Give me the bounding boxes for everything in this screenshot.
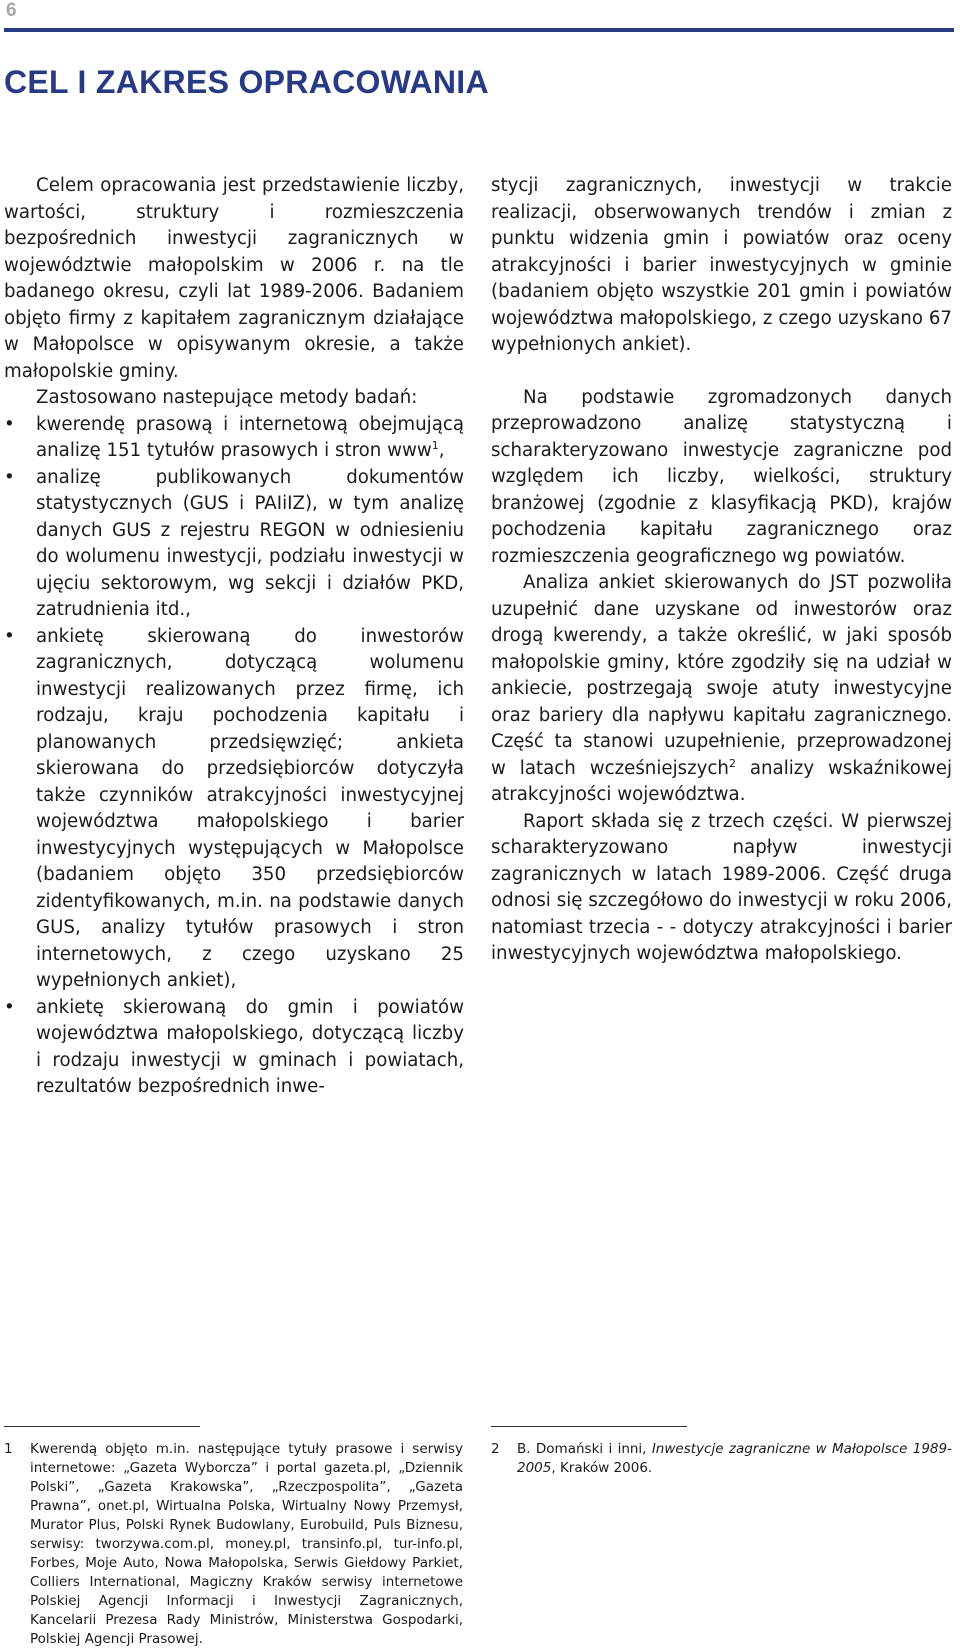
footnote-2 — [491, 1440, 952, 1478]
method-bullet-4-text: ankietę skierowaną do gmin i powiatów województwa małopolskiego, dotyczącą liczby i rodzaju inwestycji w gminach i powiatach, rezultatów bezpośrednich inwe- — [36, 996, 464, 1097]
continuation-paragraph: stycji zagranicznych, inwestycji w trakcie realizacji, obserwowanych trendów i zmian z punktu widzenia gmin i powiatów oraz oceny atrakcyjności i barier inwestycyjnych w gminie (badaniem objęto wszystkie 201 gmin i powiatów województwa małopolskiego, z czego uzyskano 67 wypełnionych ankiet). — [491, 175, 952, 355]
survey-paragraph-tail: analizy wskaźnikowej atrakcyjności województwa. — [491, 757, 952, 805]
left-column — [4, 173, 464, 1101]
method-bullet-3-text: ankietę skierowaną do inwestorów zagranicznych, dotyczącą wolumenu inwestycji realizowanych przez firmę, ich rodzaju, kraju pochodzenia kapitału i planowanych przedsięwzięć; ankieta skierowana do przedsiębiorców dotyczyła także czynników atrakcyjności inwestycyjnej województwa małopolskiego i barier inwestycyjnych występujących w Małopolsce (badaniem objęto 350 przedsiębiorców zidentyfikowanych, m.in. na podstawie danych GUS, analizy tytułów prasowych i stron internetowych, z czego uzyskano 25 wypełnionych ankiet), — [36, 625, 464, 991]
method-bullet-4 — [4, 995, 464, 1101]
survey-paragraph-text: Analiza ankiet skierowanych do JST pozwoliła uzupełnić dane uzyskane od inwestorów oraz drogą kwerendy, a także określić, w jaki sposób małopolskie gminy, które zgodziły się na udział w ankiecie, postrzegają swoje atuty inwestycyjne oraz bariery dla napływu kapitału zagranicznego. Część ta stanowi uzupełnienie, przeprowadzonej w latach wcześniejszych — [491, 572, 952, 779]
methods-intro: Zastosowano nastepujące metody badań: — [36, 387, 418, 408]
footnote-2-rest: , Kraków 2006. — [551, 1460, 653, 1476]
footnote-1-text: Kwerendą objęto m.in. następujące tytuły prasowe i serwisy internetowe: „Gazeta Wyborcza” i portal gazeta.pl, „Dziennik Polski”, „Gazeta Krakowska”, „Rzeczpospolita”, „Gazeta Prawna”, onet.pl, Wirtualna Polska, Wirtualny Nowy Przemysł, Murator Plus, Polski Rynek Budowlany, Eurobuild, Puls Biznesu, serwisy: tworzywa.com.pl, money.pl, transinfo.pl, tur-info.pl, Forbes, Moje Auto, Nowa Małopolska, Serwis Giełdowy Parkiet, Colliers International, Magiczny Kraków serwisy internetowe Polskiej Agencji Informacji i Inwestycji Zagranicznych, Kancelarii Prezesa Rady Ministrów, Ministerstwa Gospodarki, Polskiej Agencji Prasowej. — [30, 1441, 463, 1647]
footnote-ref-2[interactable]: 2 — [728, 756, 736, 770]
footnote-2-authors: B. Domański i inni, — [517, 1441, 652, 1457]
right-column — [491, 173, 952, 968]
method-bullet-1-text: kwerendę prasową i internetową obejmującą analizę 151 tytułów prasowych i stron www — [36, 413, 464, 461]
footnote-ref-1[interactable]: 1 — [431, 438, 439, 452]
survey-paragraph — [491, 570, 952, 809]
footnote-1 — [4, 1440, 463, 1649]
intro-paragraph: Celem opracowania jest przedstawienie liczby, wartości, struktury i rozmieszczenia bezpośrednich inwestycji zagranicznych w województwie małopolskim w 2006 r. na tle badanego okresu, czyli lat 1989-2006. Badaniem objęto firmy z kapitałem zagranicznym działające w Małopolsce w opisywanym okresie, a także małopolskie gminy. — [4, 175, 464, 382]
method-bullet-1-punct: , — [438, 440, 445, 461]
page-number: 6 — [6, 0, 17, 21]
analysis-paragraph: Na podstawie zgromadzonych danych przeprowadzono analizę statystyczną i scharakteryzowano inwestycje zagraniczne pod względem ich liczby, wielkości, struktury branżowej (zgodnie z klasyfikacją PKD), krajów pochodzenia kapitału zagranicznego oraz rozmieszczenia geograficznego wg powiatów. — [491, 386, 952, 567]
footnote-rule-left — [4, 1426, 200, 1427]
method-bullet-2-text: analizę publikowanych dokumentów statystycznych (GUS i PAIiIZ), w tym analizę danych GUS z rejestru REGON w odniesieniu do wolumenu inwestycji, podziału inwestycji w ujęciu sektorowym, wg sekcji i działów PKD, zatrudnienia itd., — [36, 466, 464, 620]
footnote-2-title: Inwestycje zagraniczne w Małopolsce 1989-2005 — [517, 1441, 952, 1476]
method-bullet-1 — [4, 412, 464, 465]
chapter-title: CEL I ZAKRES OPRACOWANIA — [4, 64, 489, 100]
footnote-2-number: 2 — [491, 1441, 500, 1457]
bullet-marker: • — [4, 625, 15, 647]
bullet-marker: • — [4, 413, 15, 435]
footnote-rule-right — [491, 1426, 687, 1427]
footnote-1-number: 1 — [4, 1441, 13, 1457]
method-bullet-3 — [4, 624, 464, 995]
bullet-marker: • — [4, 996, 15, 1018]
header-rule — [4, 28, 954, 32]
method-bullet-2 — [4, 465, 464, 624]
report-structure-paragraph: Raport składa się z trzech części. W pierwszej scharakteryzowano napływ inwestycji zagranicznych w latach 1989-2006. Część druga odnosi się szczegółowo do inwestycji w roku 2006, natomiast trzecia - - dotyczy atrakcyjności i barier inwestycyjnych województwa małopolskiego. — [491, 810, 952, 964]
bullet-marker: • — [4, 466, 15, 488]
